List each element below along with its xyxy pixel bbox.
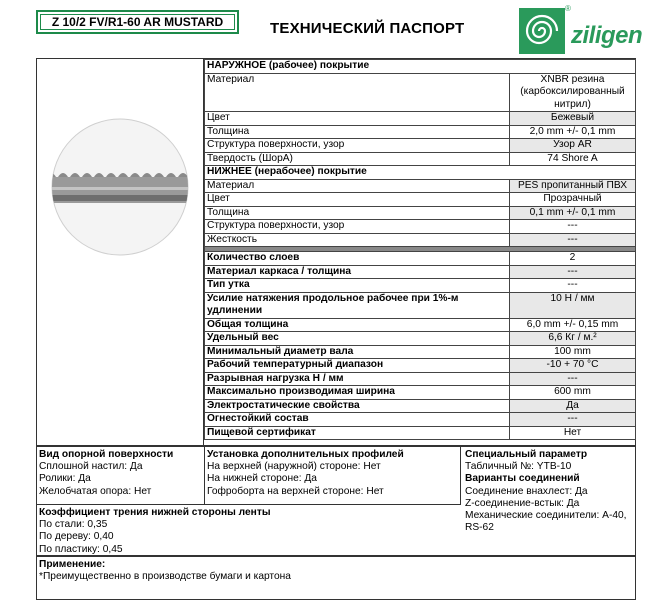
spec-label: Материал каркаса / толщина [205, 265, 510, 279]
spec-row [205, 372, 636, 386]
spec-label: Максимально производимая ширина [205, 386, 510, 400]
spec-value: --- [510, 279, 636, 293]
spec-row [205, 152, 636, 166]
profiles-line: На нижней стороне: Да [207, 473, 317, 485]
product-code: Z 10/2 FV/R1-60 AR MUSTARD [51, 15, 224, 29]
spec-label: Материал [205, 73, 510, 112]
special-params-section [461, 447, 635, 555]
page-title: ТЕХНИЧЕСКИЙ ПАСПОРТ [270, 20, 465, 37]
logo-wordmark: ziligen [571, 22, 643, 49]
spec-value: 100 mm [510, 345, 636, 359]
spec-table [204, 59, 636, 440]
spec-value: --- [510, 413, 636, 427]
spec-row [205, 112, 636, 126]
friction-line: По пластику: 0,45 [39, 543, 123, 555]
belt-image-area [36, 59, 204, 445]
spec-value: Прозрачный [510, 193, 636, 207]
join-line: Соединение внахлест: Да [465, 485, 588, 497]
join-line: Механические соединители: А-40, RS-62 [465, 510, 627, 534]
spec-value: 10 Н / мм [510, 292, 636, 318]
spec-label: Рабочий температурный диапазон [205, 359, 510, 373]
section-title: НАРУЖНОЕ (рабочее) покрытие [205, 60, 636, 74]
spec-row [205, 73, 636, 112]
spec-label: Минимальный диаметр вала [205, 345, 510, 359]
spec-value: --- [510, 233, 636, 247]
spec-label: Пищевой сертификат [205, 426, 510, 440]
spec-label: Огнестойкий состав [205, 413, 510, 427]
spec-row [205, 265, 636, 279]
spec-row [205, 139, 636, 153]
profiles-title: Установка дополнительных профилей [207, 449, 404, 460]
spec-label: Количество слоев [205, 252, 510, 266]
spec-value: 6,6 Кг / м.² [510, 332, 636, 346]
spec-label: Материал [205, 179, 510, 193]
spec-row [205, 206, 636, 220]
additional-info-block [36, 446, 636, 556]
support-surface-section [37, 447, 205, 505]
spec-row [205, 413, 636, 427]
friction-title: Коэффициент трения нижней стороны ленты [39, 507, 271, 518]
spec-label: Толщина [205, 206, 510, 220]
section-header-bottom [205, 166, 636, 180]
registered-mark: ® [565, 4, 571, 13]
spec-label: Общая толщина [205, 318, 510, 332]
friction-line: По стали: 0,35 [39, 519, 108, 531]
friction-line: По дереву: 0,40 [39, 531, 114, 543]
profiles-line: Гофроборта на верхней стороне: Нет [207, 485, 384, 497]
spec-value: Узор AR [510, 139, 636, 153]
spec-label: Жесткость [205, 233, 510, 247]
spec-label: Удельный вес [205, 332, 510, 346]
support-line: Желобчатая опора: Нет [39, 485, 152, 497]
spec-row [205, 318, 636, 332]
spec-label: Разрывная нагрузка Н / мм [205, 372, 510, 386]
spec-value: 600 mm [510, 386, 636, 400]
spec-row [205, 233, 636, 247]
spec-row [205, 125, 636, 139]
spec-value: --- [510, 220, 636, 234]
spec-row [205, 345, 636, 359]
spec-value: XNBR резина (карбоксилированный нитрил) [510, 73, 636, 112]
spec-row [205, 359, 636, 373]
friction-section [37, 505, 461, 555]
special-title: Специальный параметр [465, 449, 588, 460]
spec-label: Структура поверхности, узор [205, 139, 510, 153]
spec-value: 2,0 mm +/- 0,1 mm [510, 125, 636, 139]
spec-label: Структура поверхности, узор [205, 220, 510, 234]
spec-row [205, 386, 636, 400]
spec-row [205, 252, 636, 266]
application-title: Применение: [39, 559, 106, 570]
spec-row [205, 292, 636, 318]
spec-value: Нет [510, 426, 636, 440]
section-title: НИЖНЕЕ (нерабочее) покрытие [205, 166, 636, 180]
spec-row [205, 399, 636, 413]
table-number: Табличный №: YTB-10 [465, 461, 572, 473]
spec-value: --- [510, 265, 636, 279]
spiral-logo-icon [519, 8, 565, 54]
spec-row [205, 332, 636, 346]
application-section [36, 556, 636, 600]
spec-label: Электростатические свойства [205, 399, 510, 413]
support-line: Ролики: Да [39, 473, 91, 485]
spec-value: 74 Shore A [510, 152, 636, 166]
join-line: Z-соединение-встык: Да [465, 497, 580, 509]
product-code-box [36, 10, 239, 34]
section-header-top [205, 60, 636, 74]
joins-title: Варианты соединений [465, 473, 580, 485]
spec-value: 2 [510, 252, 636, 266]
spec-row [205, 193, 636, 207]
application-text: *Преимущественно в производстве бумаги и картона [39, 571, 291, 583]
belt-profile-illustration [36, 59, 202, 445]
spec-value: Да [510, 399, 636, 413]
support-title: Вид опорной поверхности [39, 449, 174, 460]
spec-label: Цвет [205, 193, 510, 207]
spec-value: 6,0 mm +/- 0,15 mm [510, 318, 636, 332]
spec-label: Цвет [205, 112, 510, 126]
spec-row [205, 426, 636, 440]
spec-value: 0,1 mm +/- 0,1 mm [510, 206, 636, 220]
support-line: Сплошной настил: Да [39, 461, 143, 473]
spec-label: Твердость (ШорА) [205, 152, 510, 166]
profiles-section [205, 447, 461, 505]
spec-row [205, 220, 636, 234]
profiles-line: На верхней (наружной) стороне: Нет [207, 461, 381, 473]
brand-logo [519, 4, 644, 54]
spec-value: PES пропитанный ПВХ [510, 179, 636, 193]
spec-row [205, 179, 636, 193]
spec-row [205, 279, 636, 293]
spec-value: Бежевый [510, 112, 636, 126]
spec-label: Толщина [205, 125, 510, 139]
spec-label: Тип утка [205, 279, 510, 293]
spec-label: Усилие натяжения продольное рабочее при 1%-м удлинении [205, 292, 510, 318]
spec-value: --- [510, 372, 636, 386]
spec-value: -10 + 70 °C [510, 359, 636, 373]
